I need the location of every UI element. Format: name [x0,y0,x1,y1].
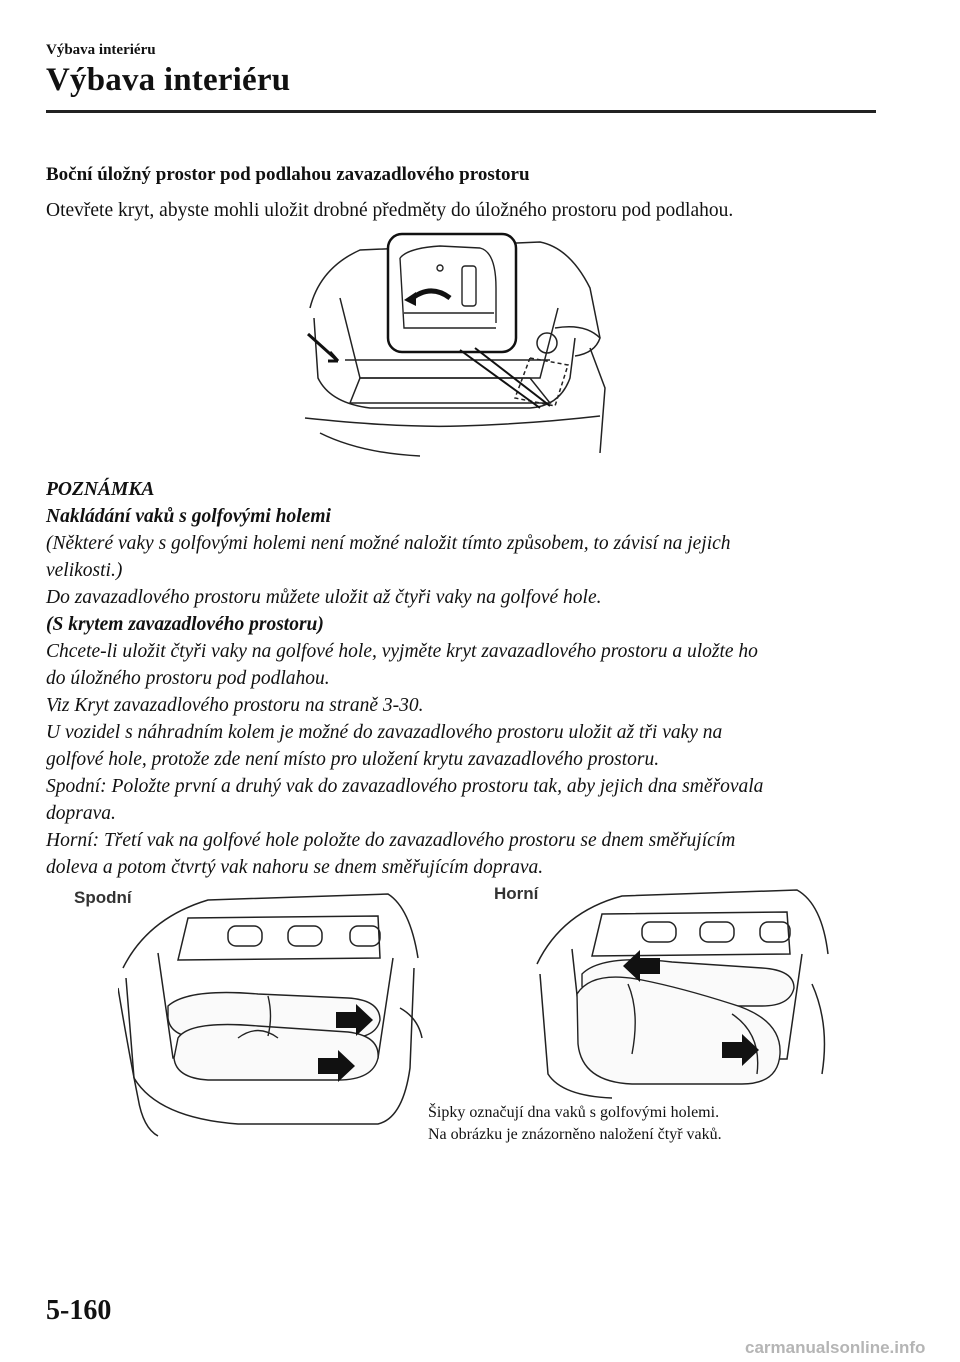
note-subheading-cover: (S krytem zavazadlového prostoru) [46,614,324,635]
figure-caption [428,1102,722,1146]
page-number: 5-160 [46,1295,112,1326]
note-line: doprava. [46,803,116,824]
footer-watermark: carmanualsonline.info [745,1338,926,1357]
title-rule [46,110,876,113]
golf-bags-upper-illustration [532,884,832,1099]
breadcrumb: Výbava interiéru [46,42,156,58]
note-line: golfové hole, protože zde není místo pro uložení krytu zavazadlového prostoru. [46,749,660,770]
caption-line: Na obrázku je znázorněno naložení čtyř vaků. [428,1126,722,1143]
note-line: Viz Kryt zavazadlového prostoru na straně 3-30. [46,695,424,716]
note-line: Chcete-li uložit čtyři vaky na golfové hole, vyjměte kryt zavazadlového prostoru a uložte ho [46,641,758,662]
note-line: velikosti.) [46,560,123,581]
golf-bags-lower-illustration [118,888,423,1138]
note-line: U vozidel s náhradním kolem je možné do zavazadlového prostoru uložit až tři vaky na [46,722,723,743]
note-line: doleva a potom čtvrtý vak nahoru se dnem směřujícím doprava. [46,857,544,878]
page-title: Výbava interiéru [46,62,291,98]
figure-label-lower: Spodní [74,888,132,907]
note-line: Horní: Třetí vak na golfové hole položte do zavazadlového prostoru se dnem směřujícím [46,830,736,851]
trunk-storage-illustration [300,228,620,460]
note-line: Spodní: Položte první a druhý vak do zavazadlového prostoru tak, aby jejich dna směřovala [46,776,764,797]
intro-text: Otevřete kryt, abyste mohli uložit drobné předměty do úložného prostoru pod podlahou. [46,200,734,221]
note-line: do úložného prostoru pod podlahou. [46,668,330,689]
note-block [46,476,876,881]
note-subheading: Nakládání vaků s golfovými holemi [46,506,331,527]
note-line: Do zavazadlového prostoru můžete uložit až čtyři vaky na golfové hole. [46,587,602,608]
caption-line: Šipky označují dna vaků s golfovými holemi. [428,1104,720,1121]
section-heading: Boční úložný prostor pod podlahou zavazadlového prostoru [46,164,530,185]
note-label: POZNÁMKA [46,479,155,500]
note-line: (Některé vaky s golfovými holemi není možné naložit tímto způsobem, to závisí na jejich [46,533,731,554]
figure-label-upper: Horní [494,884,539,903]
